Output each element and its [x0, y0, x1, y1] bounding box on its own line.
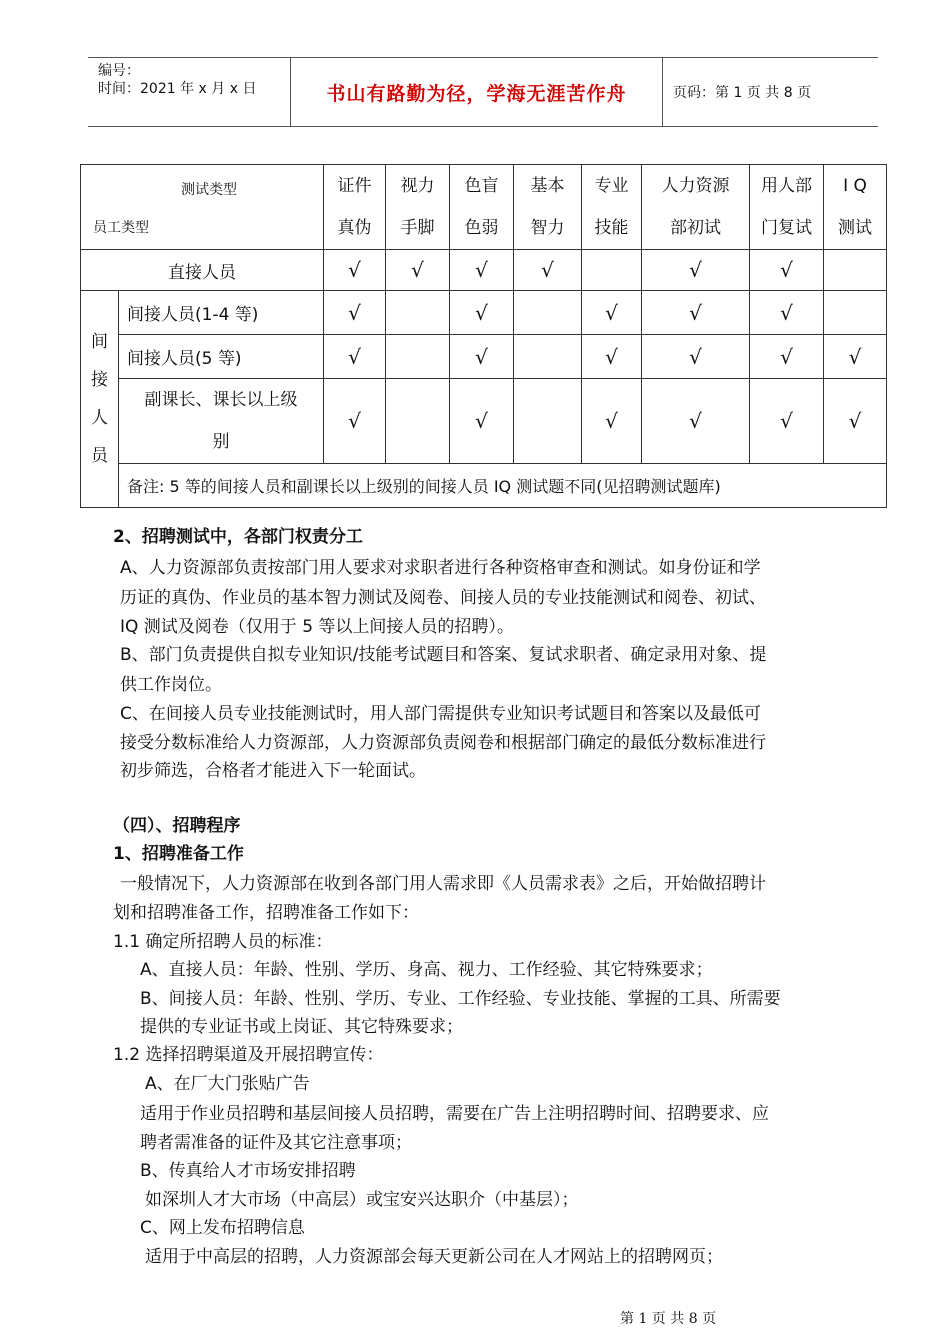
check-mark-cell: √ — [750, 379, 824, 464]
diag-test-type: 测试类型 — [181, 182, 237, 198]
item-1-2: 1.2 选择招聘渠道及开展招聘宣传： — [113, 1045, 384, 1065]
test-type-table — [80, 164, 887, 508]
check-mark-cell: √ — [642, 335, 750, 379]
check-mark-cell: √ — [450, 250, 514, 291]
check-mark-cell: √ — [582, 335, 642, 379]
table-row — [81, 379, 887, 464]
col-header: I Q 测试 — [824, 165, 887, 250]
table-row — [81, 250, 887, 291]
diagonal-header-cell — [81, 165, 324, 250]
item-1-2-c: C、网上发布招聘信息 — [140, 1218, 305, 1238]
check-cell — [514, 335, 582, 379]
check-mark-cell: √ — [642, 291, 750, 335]
check-mark-cell: √ — [324, 250, 386, 291]
note-row — [81, 464, 887, 508]
section-4-title: （四）、招聘程序 — [113, 816, 241, 836]
check-mark-cell: √ — [750, 250, 824, 291]
para-b-line1: B、部门负责提供自拟专业知识/技能考试题目和答案、复试求职者、确定录用对象、提 — [120, 645, 767, 665]
para-b-line2: 供工作岗位。 — [120, 675, 222, 695]
section-4-1-title: 1、招聘准备工作 — [113, 844, 244, 864]
check-mark-cell: √ — [642, 250, 750, 291]
motto: 书山有路勤为径，学海无涯苦作舟 — [326, 82, 627, 105]
check-mark-cell: √ — [324, 335, 386, 379]
check-mark-cell: √ — [824, 335, 887, 379]
table-row — [81, 335, 887, 379]
table-note: 备注: 5 等的间接人员和副课长以上级别的间接人员 IQ 测试题不同(见招聘测试题库) — [119, 464, 887, 508]
item-1-1-b-line2: 提供的专业证书或上岗证、其它特殊要求； — [140, 1017, 463, 1037]
col-header: 证件 真伪 — [324, 165, 386, 250]
check-mark-cell: √ — [824, 379, 887, 464]
check-cell — [514, 291, 582, 335]
header-page-cell — [663, 58, 878, 126]
time-label: 时间：2021 年 x 月 x 日 — [98, 81, 257, 97]
row-label: 间接人员(5 等) — [119, 335, 324, 379]
header-motto-cell — [291, 58, 663, 126]
item-1-2-c-line1: 适用于中高层的招聘，人力资源部会每天更新公司在人才网站上的招聘网页； — [145, 1247, 723, 1267]
item-1-1-b-line1: B、间接人员：年龄、性别、学历、专业、工作经验、专业技能、掌握的工具、所需要 — [140, 989, 781, 1009]
check-mark-cell: √ — [324, 379, 386, 464]
page-footer: 第 1 页 共 8 页 — [620, 1311, 717, 1327]
check-mark-cell: √ — [450, 291, 514, 335]
row-label: 副课长、课长以上级 别 — [119, 379, 324, 464]
para-a-line3: IQ 测试及阅卷（仅用于 5 等以上间接人员的招聘）。 — [120, 617, 514, 637]
para-a-line1: A、人力资源部负责按部门用人要求对求职者进行各种资格审查和测试。如身份证和学 — [120, 558, 761, 578]
check-cell — [824, 291, 887, 335]
check-cell — [824, 250, 887, 291]
header-meta-cell — [88, 58, 291, 126]
item-1-2-a: A、在厂大门张贴广告 — [145, 1074, 310, 1094]
item-1-2-a-line1: 适用于作业员招聘和基层间接人员招聘，需要在广告上注明招聘时间、招聘要求、应 — [140, 1104, 769, 1124]
col-header: 视力 手脚 — [386, 165, 450, 250]
item-1-2-b-line1: 如深圳人才大市场（中高层）或宝安兴达职介（中基层）； — [145, 1190, 579, 1210]
col-header: 基本 智力 — [514, 165, 582, 250]
check-mark-cell: √ — [750, 291, 824, 335]
check-mark-cell: √ — [642, 379, 750, 464]
check-cell — [386, 335, 450, 379]
intro-line1: 一般情况下，人力资源部在收到各部门用人需求即《人员需求表》之后，开始做招聘计 — [120, 874, 766, 894]
para-c-line1: C、在间接人员专业技能测试时，用人部门需提供专业知识考试题目和答案以及最低可 — [120, 704, 761, 724]
col-header: 专业 技能 — [582, 165, 642, 250]
check-cell — [386, 291, 450, 335]
check-mark-cell: √ — [582, 291, 642, 335]
doc-number-label: 编号： — [98, 63, 140, 79]
table-header-row — [81, 165, 887, 250]
item-1-1: 1.1 确定所招聘人员的标准： — [113, 932, 333, 952]
check-mark-cell: √ — [514, 250, 582, 291]
page-info: 页码：第 1 页 共 8 页 — [673, 85, 812, 101]
check-mark-cell: √ — [582, 379, 642, 464]
table-row — [81, 291, 887, 335]
row-label: 直接人员 — [81, 250, 324, 291]
group-label-indirect: 间 接 人 员 — [81, 291, 119, 508]
para-c-line3: 初步筛选，合格者才能进入下一轮面试。 — [120, 761, 426, 781]
check-cell — [582, 250, 642, 291]
row-label: 间接人员(1-4 等) — [119, 291, 324, 335]
para-c-line2: 接受分数标准给人力资源部，人力资源部负责阅卷和根据部门确定的最低分数标准进行 — [120, 733, 766, 753]
check-cell — [386, 379, 450, 464]
para-a-line2: 历证的真伪、作业员的基本智力测试及阅卷、间接人员的专业技能测试和阅卷、初试、 — [120, 588, 766, 608]
check-cell — [514, 379, 582, 464]
intro-line2: 划和招聘准备工作，招聘准备工作如下： — [113, 903, 419, 923]
check-mark-cell: √ — [450, 335, 514, 379]
col-header: 人力资源 部初试 — [642, 165, 750, 250]
check-mark-cell: √ — [750, 335, 824, 379]
item-1-2-b: B、传真给人才市场安排招聘 — [140, 1161, 356, 1181]
section-2-title: 2、招聘测试中，各部门权责分工 — [113, 527, 363, 547]
page-header — [88, 57, 878, 127]
item-1-2-a-line2: 聘者需准备的证件及其它注意事项； — [140, 1133, 412, 1153]
col-header: 色盲 色弱 — [450, 165, 514, 250]
check-mark-cell: √ — [386, 250, 450, 291]
diag-employee-type: 员工类型 — [93, 220, 149, 236]
check-mark-cell: √ — [324, 291, 386, 335]
check-mark-cell: √ — [450, 379, 514, 464]
item-1-1-a: A、直接人员：年龄、性别、学历、身高、视力、工作经验、其它特殊要求； — [140, 960, 713, 980]
col-header: 用人部 门复试 — [750, 165, 824, 250]
